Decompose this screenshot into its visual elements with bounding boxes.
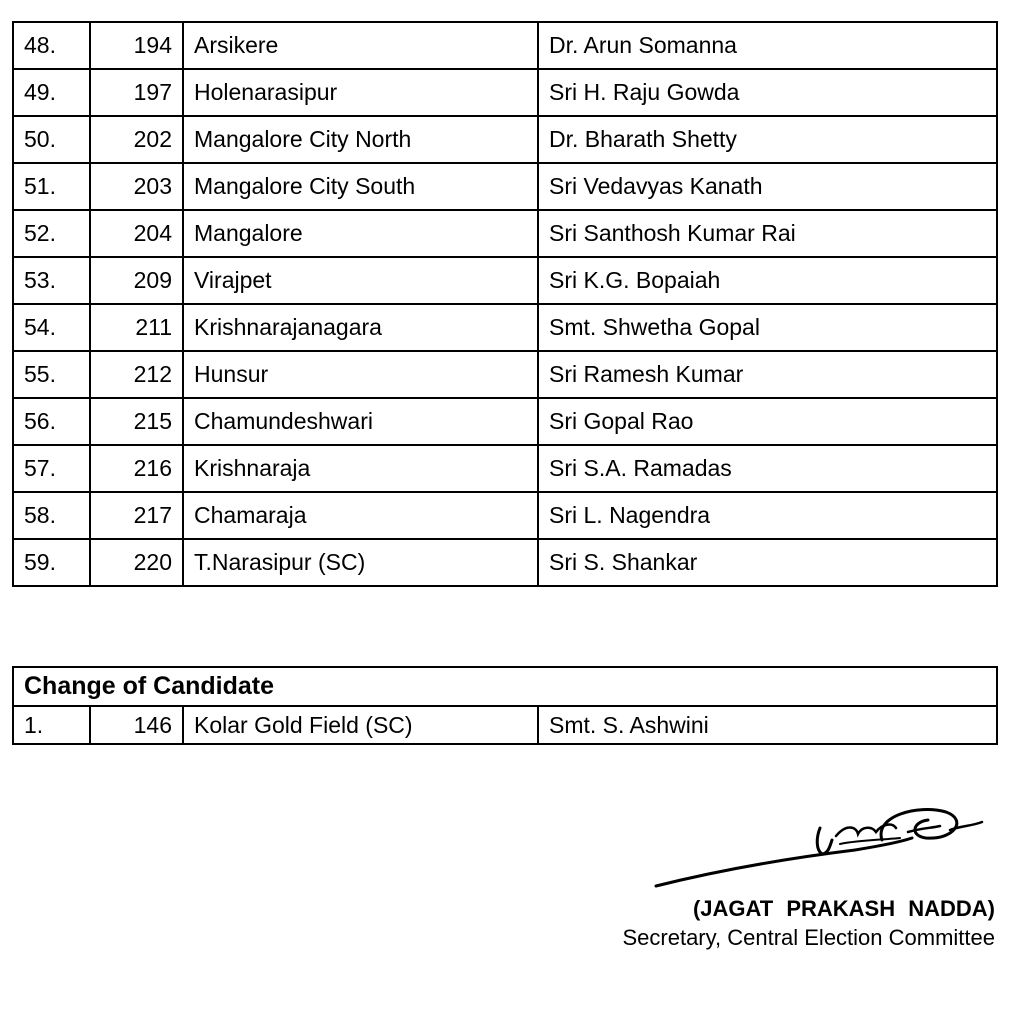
- table-row: [13, 398, 997, 445]
- constituency-name-cell: Mangalore: [183, 210, 538, 257]
- constituency-name-cell: Holenarasipur: [183, 69, 538, 116]
- candidate-name-cell: Smt. Shwetha Gopal: [538, 304, 997, 351]
- table-row: [13, 304, 997, 351]
- candidate-name-cell: Sri L. Nagendra: [538, 492, 997, 539]
- serial-number-cell: 54.: [13, 304, 90, 351]
- candidate-name-cell: Sri Santhosh Kumar Rai: [538, 210, 997, 257]
- constituency-name-cell: Chamaraja: [183, 492, 538, 539]
- table-row: [13, 539, 997, 586]
- table-row: [13, 351, 997, 398]
- serial-number-cell: 53.: [13, 257, 90, 304]
- candidate-name-cell: Smt. S. Ashwini: [538, 706, 997, 744]
- constituency-number-cell: 203: [90, 163, 183, 210]
- constituency-name-cell: Chamundeshwari: [183, 398, 538, 445]
- serial-number-cell: 58.: [13, 492, 90, 539]
- candidate-name-cell: Dr. Bharath Shetty: [538, 116, 997, 163]
- constituency-number-cell: 197: [90, 69, 183, 116]
- constituency-number-cell: 194: [90, 22, 183, 69]
- constituency-name-cell: Hunsur: [183, 351, 538, 398]
- constituency-number-cell: 202: [90, 116, 183, 163]
- constituency-number-cell: 216: [90, 445, 183, 492]
- constituency-number-cell: 217: [90, 492, 183, 539]
- constituency-number-cell: 220: [90, 539, 183, 586]
- change-of-candidate-table: [12, 666, 998, 745]
- constituency-number-cell: 209: [90, 257, 183, 304]
- change-of-candidate-heading-row: [13, 667, 997, 706]
- constituency-number-cell: 215: [90, 398, 183, 445]
- change-of-candidate-heading: Change of Candidate: [13, 667, 997, 706]
- candidate-name-cell: Sri Gopal Rao: [538, 398, 997, 445]
- table-row: [13, 706, 997, 744]
- serial-number-cell: 49.: [13, 69, 90, 116]
- candidate-list-table: [12, 21, 998, 587]
- constituency-name-cell: T.Narasipur (SC): [183, 539, 538, 586]
- table-row: [13, 116, 997, 163]
- serial-number-cell: 59.: [13, 539, 90, 586]
- signature-image: [650, 798, 995, 893]
- constituency-name-cell: Mangalore City North: [183, 116, 538, 163]
- candidate-name-cell: Sri S. Shankar: [538, 539, 997, 586]
- constituency-name-cell: Mangalore City South: [183, 163, 538, 210]
- serial-number-cell: 1.: [13, 706, 90, 744]
- constituency-name-cell: Kolar Gold Field (SC): [183, 706, 538, 744]
- serial-number-cell: 51.: [13, 163, 90, 210]
- candidate-list-body: [13, 22, 997, 586]
- candidate-name-cell: Sri K.G. Bopaiah: [538, 257, 997, 304]
- table-row: [13, 492, 997, 539]
- constituency-number-cell: 211: [90, 304, 183, 351]
- candidate-name-cell: Sri S.A. Ramadas: [538, 445, 997, 492]
- serial-number-cell: 50.: [13, 116, 90, 163]
- serial-number-cell: 55.: [13, 351, 90, 398]
- constituency-name-cell: Arsikere: [183, 22, 538, 69]
- candidate-name-cell: Sri Vedavyas Kanath: [538, 163, 997, 210]
- candidate-name-cell: Dr. Arun Somanna: [538, 22, 997, 69]
- serial-number-cell: 57.: [13, 445, 90, 492]
- serial-number-cell: 52.: [13, 210, 90, 257]
- table-row: [13, 22, 997, 69]
- constituency-name-cell: Krishnarajanagara: [183, 304, 538, 351]
- constituency-number-cell: 204: [90, 210, 183, 257]
- serial-number-cell: 56.: [13, 398, 90, 445]
- constituency-name-cell: Virajpet: [183, 257, 538, 304]
- table-row: [13, 163, 997, 210]
- table-row: [13, 210, 997, 257]
- table-row: [13, 445, 997, 492]
- serial-number-cell: 48.: [13, 22, 90, 69]
- constituency-name-cell: Krishnaraja: [183, 445, 538, 492]
- table-row: [13, 257, 997, 304]
- candidate-name-cell: Sri H. Raju Gowda: [538, 69, 997, 116]
- change-of-candidate-body: [13, 667, 997, 744]
- table-row: [13, 69, 997, 116]
- signatory-title: Secretary, Central Election Committee: [622, 925, 995, 950]
- candidate-name-cell: Sri Ramesh Kumar: [538, 351, 997, 398]
- constituency-number-cell: 146: [90, 706, 183, 744]
- constituency-number-cell: 212: [90, 351, 183, 398]
- signatory-name: (JAGAT PRAKASH NADDA): [692, 896, 995, 921]
